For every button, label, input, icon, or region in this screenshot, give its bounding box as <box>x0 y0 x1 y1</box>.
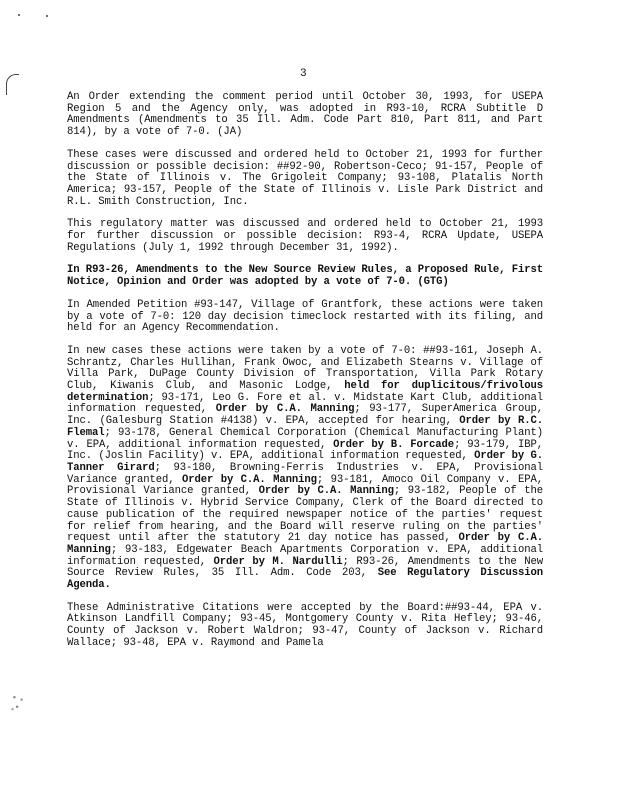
page-number: 3 <box>300 68 307 80</box>
text-run: This regulatory matter was discussed and ordered held to October 21, 1993 for further discussion or possible decision: R93-4, RCRA Update, USEPA Regulations (July 1, 1992 through December 31, 1992). <box>67 218 543 254</box>
scan-margin-mark <box>6 74 19 95</box>
text-run: ; 93-177, SuperAmerica Group, Inc. (Galesburg Station #4138) v. EPA, accepted for hearing, <box>67 403 543 428</box>
text-run: ; R93-26, Amendments to the New Source Review Rules, 35 Ill. Adm. Code 203, <box>67 555 543 580</box>
document-body <box>67 92 543 661</box>
paragraph <box>67 265 543 288</box>
text-run: These cases were discussed and ordered held to October 21, 1993 for further discussion or possible decision: ##92-90, Robertson-Ceco; 91-157, People of the State of Illinois v. The Grigoleit Company; 93-108, Platalis North America; 93-157, People of the State of Illinois v. Lisle Park District and R.L. Smith Construction, Inc. <box>67 148 543 208</box>
text-run: An Order extending the comment period until October 30, 1993, for USEPA Region 5 and the Agency only, was adopted in R93-10, RCRA Subtitle D Amendments (Amendments to 35 Ill. Adm. Code Part 810, Part 811, and Part 814), by a vote of 7-0. (JA) <box>67 91 543 139</box>
paragraph <box>67 219 543 254</box>
text-run: ; 93-181, Amoco Oil Company v. EPA, Provisional Variance granted, <box>67 473 543 498</box>
bold-text-run: Order by C.A. Manning <box>181 473 317 486</box>
bold-text-run: Order by B. Forcade <box>333 438 455 451</box>
text-run: These Administrative Citations were accepted by the Board:##93-44, EPA v. Atkinson Landfill Company; 93-45, Montgomery County v. Rita Hefley; 93-46, County of Jackson v. Robert Waldron; 93-47, County of Jackson v. Richard Wallace; 93-48, EPA v. Raymond and Pamela <box>67 601 543 649</box>
text-run: ; 93-178, General Chemical Corporation (Chemical Manufacturing Plant) v. EPA, additional information requested, <box>67 426 543 451</box>
paragraph <box>67 150 543 209</box>
text-run: In new cases these actions were taken by a vote of 7-0: ##93-161, Joseph A. Schrantz, Charles Hullihan, Frank Owoc, and Elizabeth Stearns v. Village of Villa Park, DuPage County Division of Transportation, Villa Park Rotary Club, Kiwanis Club, and Masonic Lodge, <box>67 344 543 393</box>
paragraph <box>67 300 543 335</box>
text-run: ; 93-183, Edgewater Beach Apartments Corporation v. EPA, additional information requested, <box>67 543 543 568</box>
bold-text-run: Order by R.C. Flemal <box>67 415 543 439</box>
bold-text-run: Order by M. Nardulli <box>213 555 343 568</box>
paragraph <box>67 603 543 650</box>
bold-text-run: held for duplicitous/frivolous determination <box>67 380 543 404</box>
bold-text-run: Order by C.A. Manning <box>258 485 394 498</box>
text-run: ; 93-171, Leo G. Fore et al. v. Midstate Kart Club, additional information requested, <box>67 391 543 416</box>
text-run: ; 93-182, People of the State of Illinois v. Hybrid Service Company, Clerk of the Board directed to cause publication of the required newspaper notice of the parties' request for relief from hearing, and the Board will reserve ruling on the parties' request until after the statutory 21 day notice has passed, <box>67 485 543 545</box>
text-run: ; 93-180, Browning-Ferris Industries v. EPA, Provisional Variance granted, <box>67 461 543 486</box>
paragraph <box>67 92 543 139</box>
scan-smudge <box>9 690 27 714</box>
bold-text-run: See Regulatory Discussion Agenda. <box>67 567 543 592</box>
text-run: In Amended Petition #93-147, Village of Grantfork, these actions were taken by a vote of 7-0: 120 day decision timeclock restarted with its filing, and held for an Agency Recommendation. <box>67 298 543 335</box>
bold-text-run: In R93-26, Amendments to the New Source Review Rules, a Proposed Rule, First Notice, Opinion and Order was adopted by a vote of 7-0. (GTG) <box>67 264 543 289</box>
paragraph <box>67 346 543 592</box>
bold-text-run: Order by C.A. Manning <box>215 403 355 416</box>
text-run: ; 93-179, IBP, Inc. (Joslin Facility) v. EPA, additional information requested, <box>67 438 544 463</box>
bold-text-run: Order by C.A. Manning <box>67 532 543 556</box>
bold-text-run: Order by G. Tanner Girard <box>67 450 543 474</box>
scan-speck <box>18 14 20 16</box>
scan-speck <box>46 15 48 17</box>
